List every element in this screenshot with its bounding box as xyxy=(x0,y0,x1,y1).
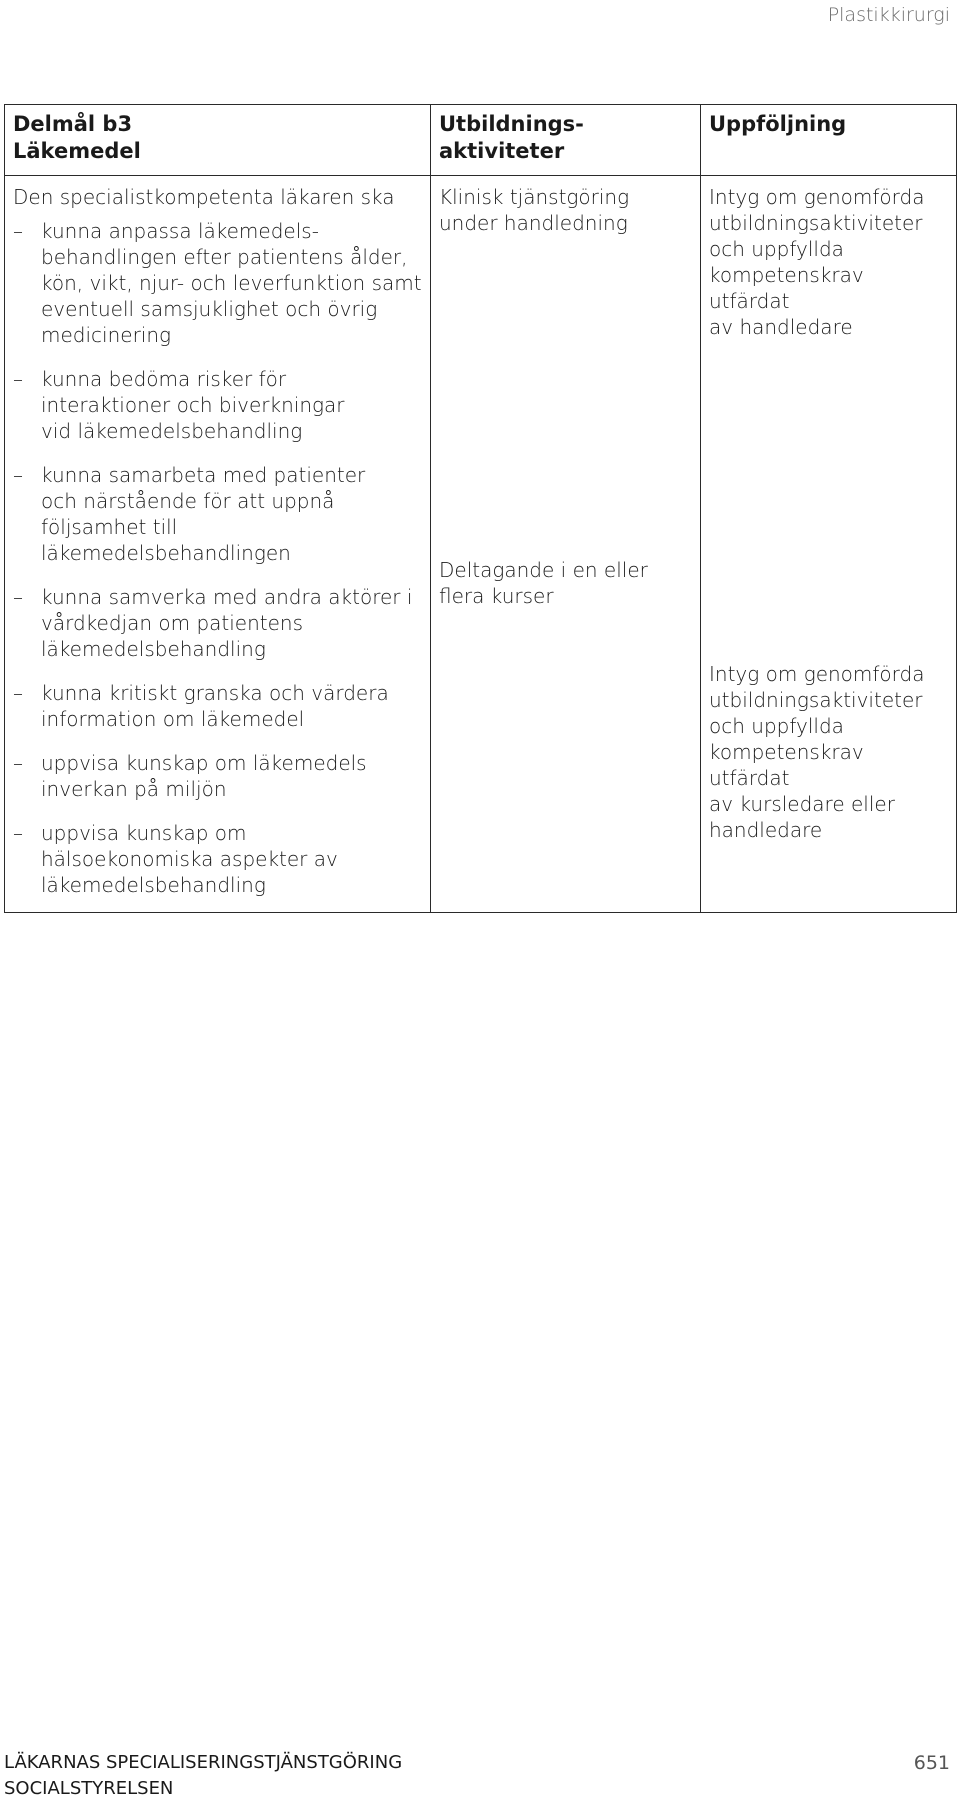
header-followup-text: Uppföljning xyxy=(709,112,847,136)
goal-text: kunna anpassa läkemedels- behandlingen efter patientens ålder, kön, vikt, njur- och leverfunktion samt eventuell samsjuklighet och övrig medicinering xyxy=(41,219,422,347)
goal-item xyxy=(13,680,422,732)
dash-marker: – xyxy=(13,463,23,487)
header-activities-line1: Utbildnings- xyxy=(439,112,584,136)
dash-marker: – xyxy=(13,751,23,775)
footer-publication xyxy=(4,1750,402,1802)
activity-clinical: Klinisk tjänstgöring under handledning xyxy=(439,185,630,235)
header-activities xyxy=(431,105,701,176)
footer-title: LÄKARNAS SPECIALISERINGSTJÄNSTGÖRING xyxy=(4,1752,403,1773)
header-goal xyxy=(5,105,431,176)
running-head: Plastikkirurgi xyxy=(827,4,950,26)
dash-marker: – xyxy=(13,219,23,243)
header-followup xyxy=(701,105,957,176)
goal-item xyxy=(13,366,422,444)
goals-cell xyxy=(5,176,431,913)
dash-marker: – xyxy=(13,821,23,845)
header-activities-line2: aktiviteter xyxy=(439,139,565,163)
page-number: 651 xyxy=(913,1752,950,1774)
goal-item xyxy=(13,750,422,802)
goal-text: uppvisa kunskap om läkemedels inverkan på miljön xyxy=(41,751,367,801)
followup-supervisor: Intyg om genomförda utbildningsaktiviteter och uppfyllda kompetenskrav utfärdat av handledare xyxy=(709,185,925,339)
goals-list xyxy=(13,218,422,898)
activities-cell xyxy=(431,176,701,913)
dash-marker: – xyxy=(13,585,23,609)
dash-marker: – xyxy=(13,681,23,705)
goal-text: kunna samverka med andra aktörer i vårdkedjan om patientens läkemedelsbehandling xyxy=(41,585,413,661)
goal-text: uppvisa kunskap om hälsoekonomiska aspekter av läkemedelsbehandling xyxy=(41,821,338,897)
footer-publisher: SOCIALSTYRELSEN xyxy=(4,1778,174,1799)
header-goal-line2: Läkemedel xyxy=(13,139,141,163)
goal-item xyxy=(13,218,422,348)
activity-courses: Deltagande i en eller flera kurser xyxy=(439,558,648,608)
followup-course-leader: Intyg om genomförda utbildningsaktiviteter och uppfyllda kompetenskrav utfärdat av kursledare eller handledare xyxy=(709,662,925,842)
goal-table xyxy=(4,104,957,913)
followup-cell xyxy=(701,176,957,913)
goal-item xyxy=(13,820,422,898)
dash-marker: – xyxy=(13,367,23,391)
table-header-row xyxy=(5,105,957,176)
goal-text: kunna bedöma risker för interaktioner och biverkningar vid läkemedelsbehandling xyxy=(41,367,345,443)
goals-intro: Den specialistkompetenta läkaren ska xyxy=(13,185,395,209)
goal-item xyxy=(13,584,422,662)
table-row xyxy=(5,176,957,913)
header-goal-line1: Delmål b3 xyxy=(13,112,133,136)
goal-text: kunna samarbeta med patienter och närstående för att uppnå följsamhet till läkemedelsbehandlingen xyxy=(41,463,366,565)
goal-item xyxy=(13,462,422,566)
goal-text: kunna kritiskt granska och värdera information om läkemedel xyxy=(41,681,389,731)
